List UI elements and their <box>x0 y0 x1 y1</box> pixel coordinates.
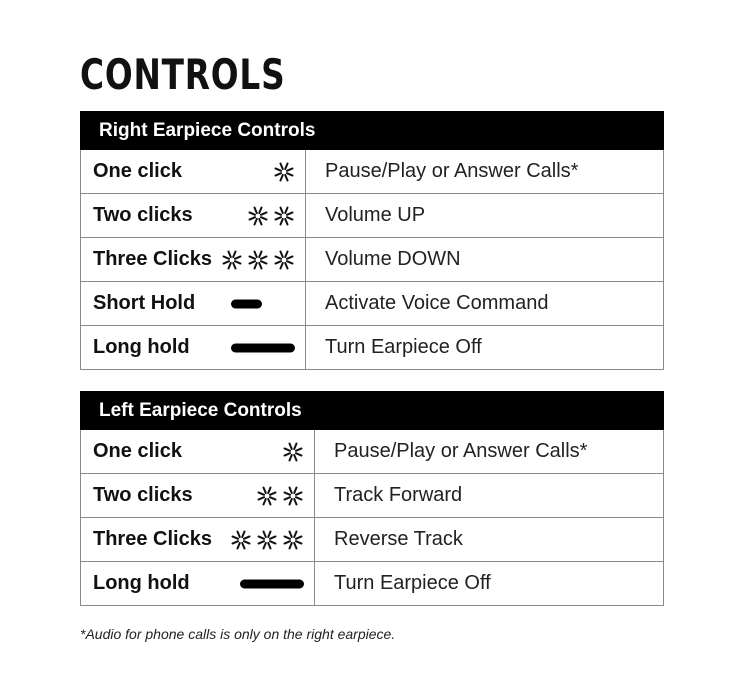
description-cell: Track Forward <box>315 474 664 518</box>
click-burst-graphic <box>256 485 278 507</box>
description-cell: Turn Earpiece Off <box>315 562 664 606</box>
description-cell: Pause/Play or Answer Calls* <box>306 150 664 194</box>
click-icon <box>273 205 295 227</box>
right-earpiece-controls-table <box>80 111 664 370</box>
description-cell: Activate Voice Command <box>306 282 664 326</box>
click-burst-graphic <box>282 485 304 507</box>
description-cell: Reverse Track <box>315 518 664 562</box>
click-burst-graphic <box>256 529 278 551</box>
three-click-indicator <box>221 249 295 271</box>
long-hold-bar-icon <box>231 341 295 355</box>
click-burst-graphic <box>273 205 295 227</box>
long-hold-indicator <box>231 341 295 355</box>
table-row <box>81 562 664 606</box>
action-label: Long hold <box>93 572 190 594</box>
action-cell <box>81 238 306 282</box>
table-row <box>81 518 664 562</box>
footnote: *Audio for phone calls is only on the right earpiece. <box>80 626 396 642</box>
table-row <box>81 238 664 282</box>
click-icon <box>247 249 269 271</box>
table-row <box>81 194 664 238</box>
table-header-row <box>81 112 664 150</box>
table-row <box>81 282 664 326</box>
click-burst-graphic <box>273 161 295 183</box>
click-icon <box>230 529 252 551</box>
action-label: One click <box>93 440 182 462</box>
table-row <box>81 150 664 194</box>
action-label: Long hold <box>93 336 190 358</box>
table-header: Right Earpiece Controls <box>81 112 664 150</box>
action-label: Short Hold <box>93 292 196 314</box>
click-burst-graphic <box>247 205 269 227</box>
action-cell <box>81 194 306 238</box>
action-cell <box>81 282 306 326</box>
two-click-indicator <box>247 205 295 227</box>
description-cell: Volume UP <box>306 194 664 238</box>
click-icon <box>282 441 304 463</box>
one-click-indicator <box>282 441 304 463</box>
table-header: Left Earpiece Controls <box>81 392 664 430</box>
table-header-row <box>81 392 664 430</box>
long-hold-indicator <box>240 577 304 591</box>
action-cell <box>81 326 306 370</box>
click-burst-graphic <box>221 249 243 271</box>
description-cell: Turn Earpiece Off <box>306 326 664 370</box>
action-cell <box>81 562 315 606</box>
action-label: Three Clicks <box>93 528 212 550</box>
click-burst-graphic <box>230 529 252 551</box>
table-row <box>81 474 664 518</box>
action-cell <box>81 150 306 194</box>
action-cell <box>81 518 315 562</box>
click-icon <box>247 205 269 227</box>
click-icon <box>273 161 295 183</box>
long-hold-bar-icon <box>240 577 304 591</box>
left-earpiece-controls-table <box>80 391 664 606</box>
three-click-indicator <box>230 529 304 551</box>
short-hold-indicator <box>231 297 295 311</box>
action-label: Three Clicks <box>93 248 212 270</box>
click-icon <box>256 529 278 551</box>
page-title: CONTROLS <box>80 50 286 99</box>
action-label: Two clicks <box>93 484 193 506</box>
click-icon <box>282 485 304 507</box>
click-icon <box>273 249 295 271</box>
action-cell <box>81 430 315 474</box>
one-click-indicator <box>273 161 295 183</box>
description-cell: Volume DOWN <box>306 238 664 282</box>
click-icon <box>282 529 304 551</box>
description-cell: Pause/Play or Answer Calls* <box>315 430 664 474</box>
action-label: One click <box>93 160 182 182</box>
action-cell <box>81 474 315 518</box>
click-burst-graphic <box>282 529 304 551</box>
click-burst-graphic <box>247 249 269 271</box>
action-label: Two clicks <box>93 204 193 226</box>
table-row <box>81 326 664 370</box>
table-row <box>81 430 664 474</box>
click-burst-graphic <box>273 249 295 271</box>
short-hold-bar-icon <box>231 297 295 311</box>
click-icon <box>221 249 243 271</box>
click-burst-graphic <box>282 441 304 463</box>
click-icon <box>256 485 278 507</box>
two-click-indicator <box>256 485 304 507</box>
